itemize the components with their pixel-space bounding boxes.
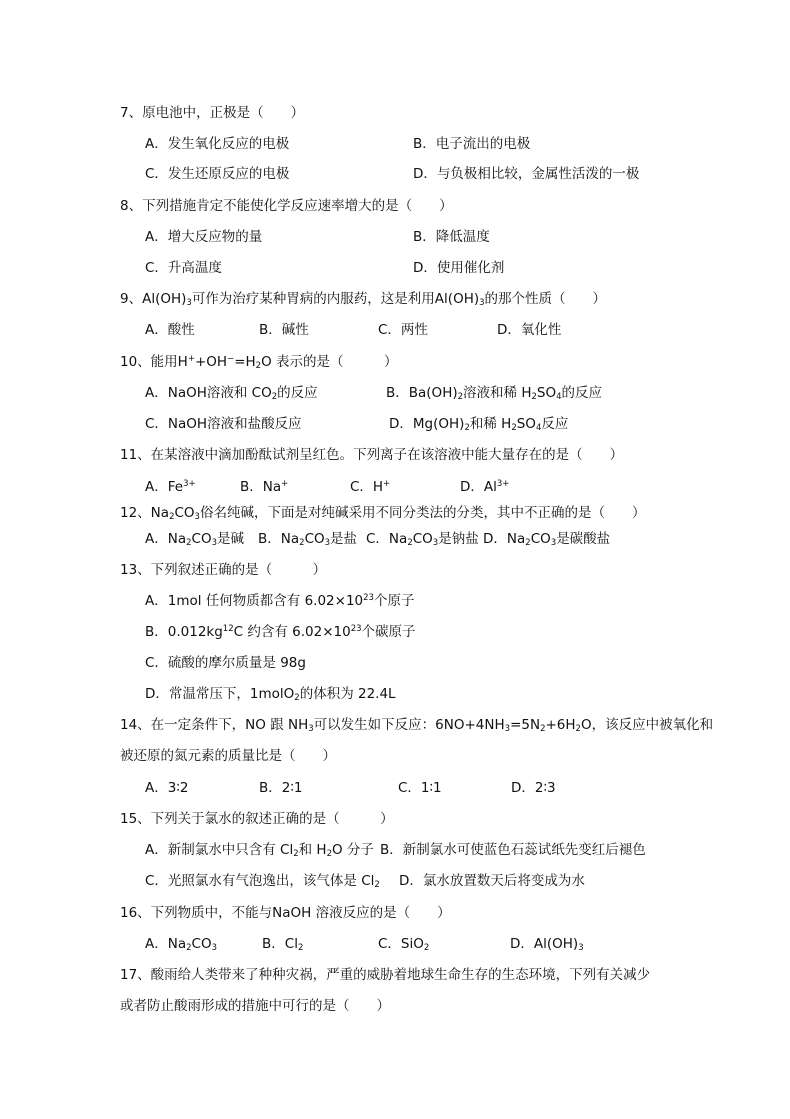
question-16-option-c: C．SiO$_2$ <box>378 936 430 953</box>
question-14-option-d: D．2∶3 <box>511 780 556 796</box>
question-9-option-b: B．碱性 <box>259 322 309 338</box>
question-14-stem-line-2: 被还原的氮元素的质量比是（ ） <box>120 748 336 764</box>
question-15-option-b: B．新制氯水可使蓝色石蕊试纸先变红后褪色 <box>380 842 646 858</box>
question-14-option-b: B．2∶1 <box>259 780 303 796</box>
question-15-option-c: C．光照氯水有气泡逸出，该气体是 $Cl_2$ <box>145 873 380 890</box>
question-14-option-a: A．3∶2 <box>145 780 189 796</box>
question-10-option-c: C．NaOH溶液和盐酸反应 <box>145 416 302 432</box>
question-9-stem: 9、$Al(OH)_3$可作为治疗某种胃病的内服药，这是利用$Al(OH)_3$的那个性质（ ） <box>120 291 607 308</box>
question-16-option-a: A．$Na_2CO_3$ <box>145 936 218 953</box>
question-10-option-a: A．NaOH溶液和 $CO_2$的反应 <box>145 385 318 402</box>
question-7-option-d: D．与负极相比较，金属性活泼的一极 <box>413 166 640 182</box>
question-8-option-a: A．增大反应物的量 <box>145 229 263 245</box>
question-13-option-c: C．硫酸的摩尔质量是 98g <box>145 655 306 671</box>
question-8-stem: 8、下列措施肯定不能使化学反应速率增大的是（ ） <box>120 198 453 214</box>
question-12-option-a: A．$Na_2CO_3$是碱 <box>145 531 245 548</box>
question-15-option-d: D．氯水放置数天后将变成为水 <box>399 873 585 889</box>
question-12-stem: 12、$Na_2CO_3$俗名纯碱，下面是对纯碱采用不同分类法的分类，其中不正确的是（ ） <box>120 505 646 522</box>
question-11-option-c: C．H+ <box>350 479 391 495</box>
question-9-option-a: A．酸性 <box>145 322 195 338</box>
question-9-option-d: D．氧化性 <box>497 322 562 338</box>
question-7-option-a: A．发生氧化反应的电极 <box>145 136 290 152</box>
question-8-option-c: C．升高温度 <box>145 260 222 276</box>
question-16-stem: 16、下列物质中，不能与NaOH 溶液反应的是（ ） <box>120 905 451 921</box>
question-12-option-b: B．$Na_2CO_3$是盐 <box>258 531 358 548</box>
question-8-option-b: B．降低温度 <box>413 229 490 245</box>
question-8-option-d: D．使用催化剂 <box>413 260 505 276</box>
question-13-option-d: D．常温常压下，1molO$_2$的体积为 22.4L <box>145 686 396 703</box>
question-14-option-c: C．1∶1 <box>398 780 442 796</box>
question-7-option-c: C．发生还原反应的电极 <box>145 166 290 182</box>
question-11-stem: 11、在某溶液中滴加酚酞试剂呈红色。下列离子在该溶液中能大量存在的是（ ） <box>120 447 624 463</box>
question-7-stem: 7、原电池中，正极是（ ） <box>120 105 305 121</box>
question-10-stem: 10、能用$H^++OH^-=H_2O$ 表示的是（ ） <box>120 354 398 371</box>
question-14-stem-line-1: 14、在一定条件下，NO 跟 $NH_3$可以发生如下反应：$6NO+4NH_3=5N_2+6H_2O$，该反应中被氧化和 <box>120 717 714 734</box>
question-17-stem-line-2: 或者防止酸雨形成的措施中可行的是（ ） <box>120 998 390 1014</box>
question-12-option-d: D．$Na_2CO_3$是碳酸盐 <box>483 531 611 548</box>
question-7-option-b: B．电子流出的电极 <box>413 136 531 152</box>
question-16-option-d: D．$Al(OH)_3$ <box>510 936 584 953</box>
question-10-option-b: B．$Ba(OH)_2$溶液和稀 $H_2SO_4$的反应 <box>386 385 603 402</box>
question-15-stem: 15、下列关于氯水的叙述正确的是（ ） <box>120 811 394 827</box>
question-17-stem-line-1: 17、酸雨给人类带来了种种灾祸，严重的威胁着地球生命生存的生态环境，下列有关减少 <box>120 967 651 983</box>
question-11-option-b: B．Na+ <box>240 479 289 495</box>
question-13-option-a: A．1mol 任何物质都含有 $6.02\times 10^{23}$个原子 <box>145 593 415 609</box>
question-16-option-b: B．$Cl_2$ <box>262 936 304 953</box>
question-10-option-d: D．$Mg(OH)_2$和稀 $H_2SO_4$反应 <box>389 416 569 433</box>
question-13-stem: 13、下列叙述正确的是（ ） <box>120 562 327 578</box>
question-15-option-a: A．新制氯水中只含有 $Cl_2$和 $H_2O$ 分子 <box>145 842 374 859</box>
question-12-option-c: C．$Na_2CO_3$是钠盐 <box>366 531 479 548</box>
question-11-option-d: D．$Al^{3+}$ <box>460 479 510 495</box>
question-9-option-c: C．两性 <box>378 322 428 338</box>
question-13-option-b: B．$0.012kg^{12}C$ 约含有 $6.02\times 10^{23}$个碳原子 <box>145 624 416 640</box>
question-11-option-a: A．$Fe^{3+}$ <box>145 479 196 495</box>
